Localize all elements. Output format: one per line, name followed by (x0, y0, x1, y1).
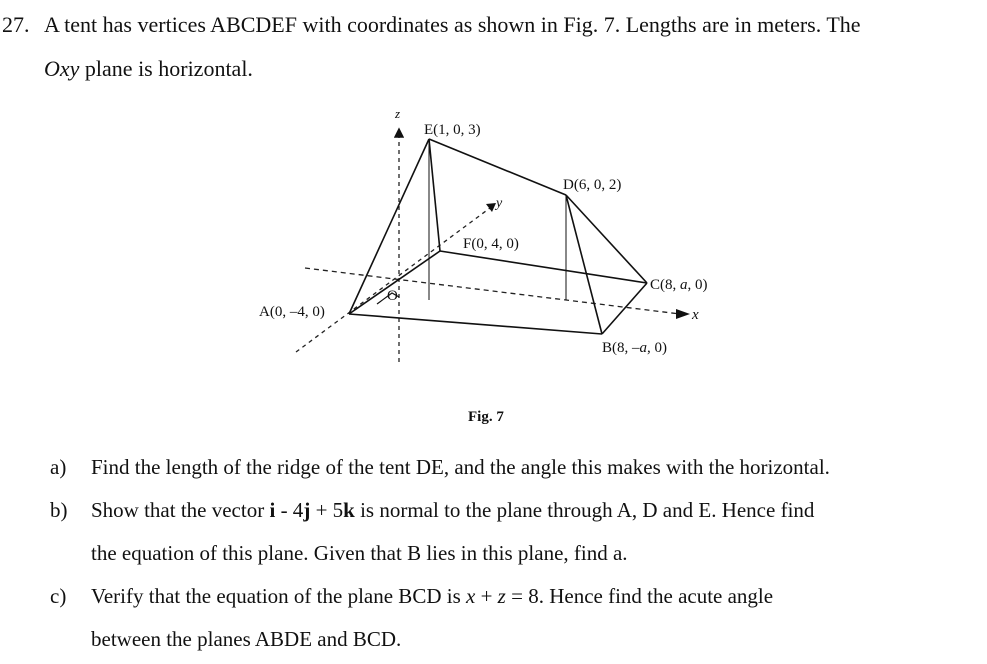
part-b-pre: Show that the vector (91, 498, 270, 522)
part-a-text: Find the length of the ridge of the tent DE, and the angle this makes with the horizontal. (91, 455, 830, 479)
label-B (602, 340, 667, 356)
label-C-pre: C(8, (650, 277, 680, 293)
part-b-line2: the equation of this plane. Given that B lies in this plane, find a. (91, 541, 628, 565)
eq-plus: + (475, 584, 498, 608)
question-text-line2 (44, 56, 253, 82)
label-E: E(1, 0, 3) (424, 122, 481, 138)
question-text-line1: A tent has vertices ABCDEF with coordinates as shown in Fig. 7. Lengths are in meters. The (44, 12, 861, 37)
label-B-pre: B(8, – (602, 340, 640, 356)
part-a-label: a) (50, 455, 67, 479)
part-b-mid2: + 5 (310, 498, 344, 522)
part-b-text (91, 498, 814, 523)
x-axis-line (305, 268, 680, 314)
y-axis-arrow (486, 203, 496, 212)
figure-caption: Fig. 7 (468, 409, 504, 425)
vector-j: j (303, 498, 311, 522)
label-y-axis: y (496, 196, 503, 211)
label-A: A(0, –4, 0) (259, 304, 325, 320)
label-D: D(6, 0, 2) (563, 177, 622, 193)
edge-EF (429, 139, 440, 251)
label-z-axis: z (395, 106, 401, 121)
question-text-line2-rest: plane is horizontal. (79, 56, 253, 81)
label-B-post: , 0) (647, 340, 667, 356)
label-F: F(0, 4, 0) (463, 236, 519, 252)
label-O: O (387, 288, 398, 304)
edge-DB (566, 195, 602, 334)
part-b-post: is normal to the plane through A, D and E. Hence find (354, 498, 815, 522)
part-c-text (91, 584, 773, 609)
oxy-plane-italic: Oxy (44, 56, 80, 81)
question-number: 27. (2, 12, 30, 37)
label-x-axis: x (692, 307, 699, 323)
part-c-line2: between the planes ABDE and BCD. (91, 627, 402, 651)
part-b-mid1: - 4 (275, 498, 304, 522)
tent-figure (240, 100, 740, 375)
part-c-label: c) (50, 584, 67, 608)
part-c-pre: Verify that the equation of the plane BCD is (91, 584, 466, 608)
label-C-post: , 0) (687, 277, 708, 293)
edge-FC (440, 251, 647, 283)
edge-ED (429, 139, 566, 195)
part-c-post: = 8. Hence find the acute angle (505, 584, 774, 608)
vector-i: i (269, 498, 276, 522)
eq-x: x (466, 584, 476, 608)
part-b-label: b) (50, 498, 68, 522)
x-axis-arrow (676, 309, 690, 319)
vector-k: k (343, 498, 355, 522)
label-C (650, 277, 708, 293)
eq-z: z (497, 584, 506, 608)
edge-AB (349, 314, 602, 334)
y-axis-line (296, 205, 494, 352)
label-C-var: a (680, 277, 688, 293)
label-B-var: a (639, 340, 647, 356)
